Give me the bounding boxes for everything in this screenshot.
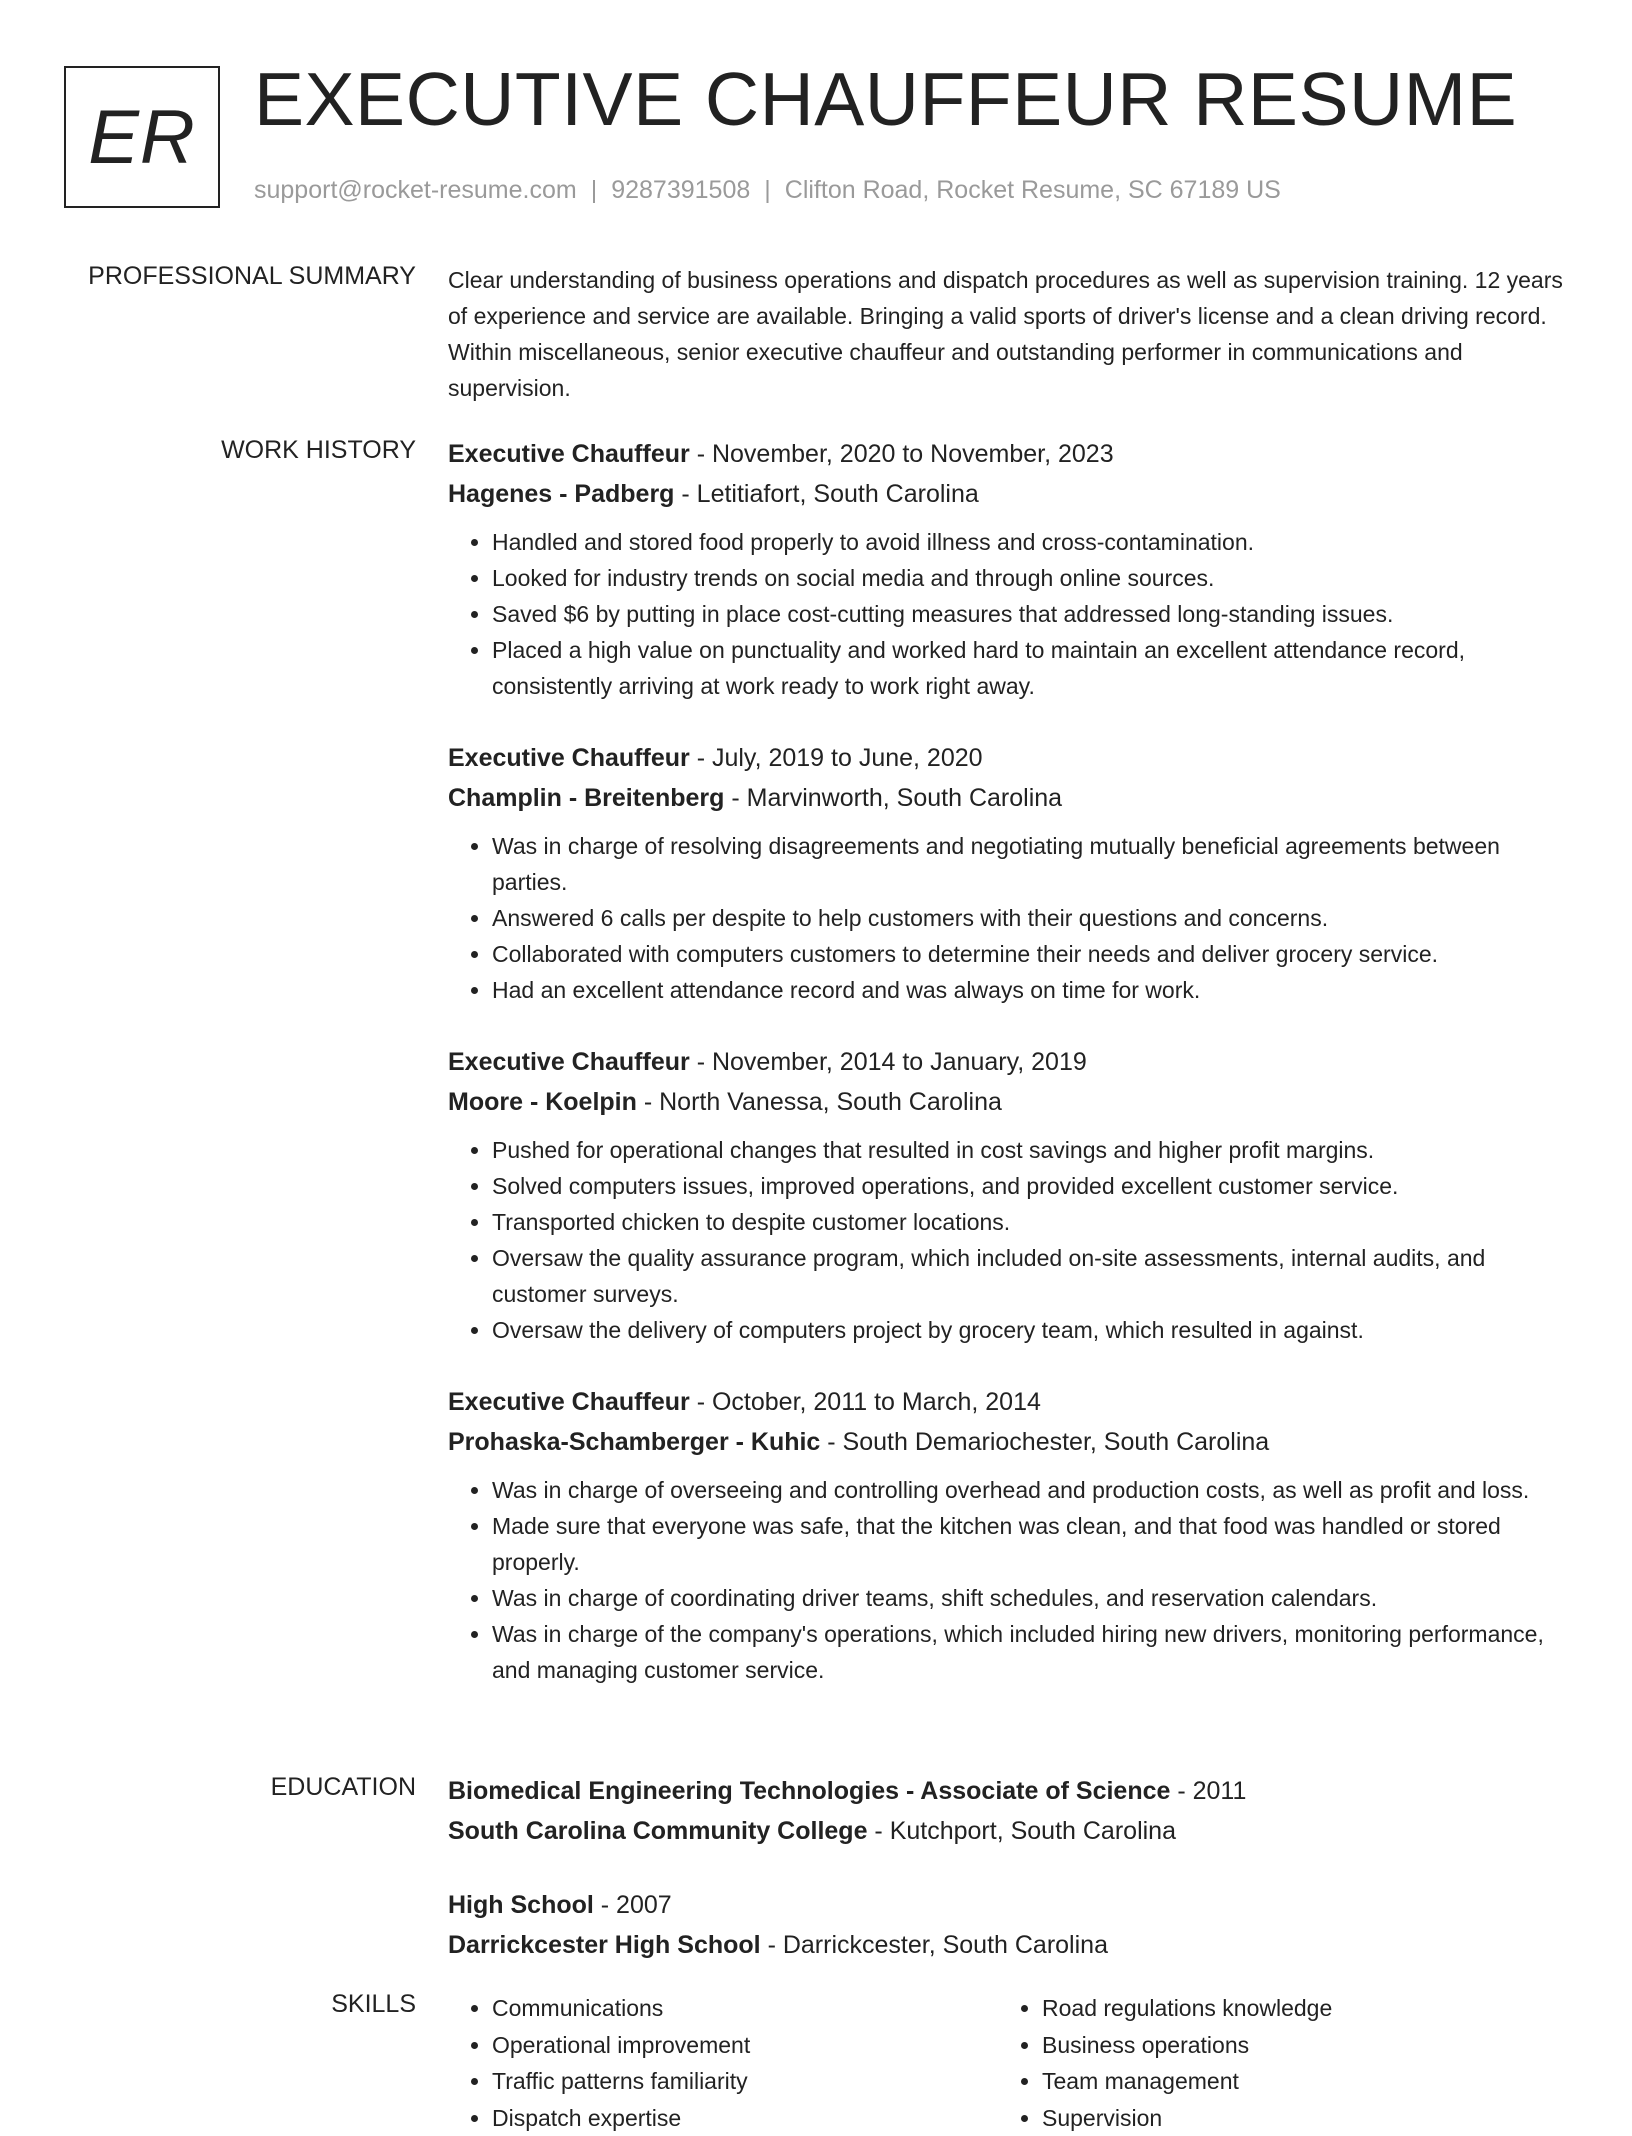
school: Darrickcester High School	[448, 1931, 761, 1959]
skills-list	[448, 1990, 1568, 2136]
skills-column-right	[998, 1990, 1548, 2136]
job-entry	[448, 1042, 1568, 1348]
skill-item: • Road regulations knowledge	[1042, 1990, 1548, 2027]
education-heading: EDUCATION	[271, 1773, 416, 1802]
contact-line	[254, 176, 1281, 205]
job-company: Prohaska-Schamberger - Kuhic	[448, 1428, 820, 1456]
job-title-line	[448, 738, 1568, 778]
job-dates: - October, 2011 to March, 2014	[690, 1388, 1041, 1416]
job-bullets	[448, 1472, 1568, 1688]
job-location: - Marvinworth, South Carolina	[724, 784, 1062, 812]
job-bullet: • Pushed for operational changes that resulted in cost savings and higher profit margins.	[492, 1132, 1568, 1168]
school: South Carolina Community College	[448, 1817, 867, 1845]
job-company: Hagenes - Padberg	[448, 480, 674, 508]
job-title-line	[448, 1382, 1568, 1422]
skills-column-left	[448, 1990, 998, 2136]
job-company: Moore - Koelpin	[448, 1088, 637, 1116]
degree: Biomedical Engineering Technologies - Associate of Science	[448, 1777, 1170, 1805]
resume-title: EXECUTIVE CHAUFFEUR RESUME	[254, 56, 1517, 142]
job-location: - Letitiafort, South Carolina	[674, 480, 978, 508]
job-bullets	[448, 524, 1568, 704]
job-bullet: • Made sure that everyone was safe, that the kitchen was clean, and that food was handled or stored properly.	[492, 1508, 1568, 1580]
skill-item: • Dispatch expertise	[492, 2100, 998, 2136]
job-entry	[448, 434, 1568, 704]
job-company-line	[448, 1422, 1568, 1462]
skill-item: • Business operations	[1042, 2027, 1548, 2064]
school-location: - Darrickcester, South Carolina	[761, 1931, 1108, 1959]
job-bullet: • Was in charge of overseeing and controlling overhead and production costs, as well as profit and loss.	[492, 1472, 1568, 1508]
school-location: - Kutchport, South Carolina	[867, 1817, 1176, 1845]
job-bullet: • Was in charge of the company's operations, which included hiring new drivers, monitoring performance, and managing customer service.	[492, 1616, 1568, 1688]
job-bullet: • Saved $6 by putting in place cost-cutting measures that addressed long-standing issues.	[492, 596, 1568, 632]
degree-year: - 2007	[594, 1891, 672, 1919]
job-dates: - November, 2014 to January, 2019	[690, 1048, 1087, 1076]
job-title-line	[448, 1042, 1568, 1082]
contact-phone: 9287391508	[611, 176, 750, 204]
job-bullets	[448, 828, 1568, 1008]
skills-heading: SKILLS	[331, 1990, 416, 2019]
job-company-line	[448, 1082, 1568, 1122]
summary-heading: PROFESSIONAL SUMMARY	[88, 262, 416, 291]
job-location: - South Demariochester, South Carolina	[820, 1428, 1269, 1456]
job-bullet: • Oversaw the delivery of computers project by grocery team, which resulted in against.	[492, 1312, 1568, 1348]
skill-item: • Traffic patterns familiarity	[492, 2063, 998, 2100]
job-bullet: • Transported chicken to despite customer locations.	[492, 1204, 1568, 1240]
job-title: Executive Chauffeur	[448, 1388, 690, 1416]
job-dates: - November, 2020 to November, 2023	[690, 440, 1114, 468]
summary-text: Clear understanding of business operations and dispatch procedures as well as supervision training. 12 years of experience and service are available. Bringing a valid sports of driver's license and a clean driving record. Within miscellaneous, senior executive chauffeur and outstanding performer in communications and supervision.	[448, 262, 1568, 406]
contact-separator: |	[764, 176, 771, 204]
job-bullet: • Collaborated with computers customers to determine their needs and deliver grocery service.	[492, 936, 1568, 972]
job-bullet: • Oversaw the quality assurance program, which included on-site assessments, internal audits, and customer surveys.	[492, 1240, 1568, 1312]
skill-item: • Team management	[1042, 2063, 1548, 2100]
job-location: - North Vanessa, South Carolina	[637, 1088, 1002, 1116]
skill-item: • Supervision	[1042, 2100, 1548, 2136]
job-company: Champlin - Breitenberg	[448, 784, 724, 812]
job-bullet: • Looked for industry trends on social media and through online sources.	[492, 560, 1568, 596]
degree: High School	[448, 1891, 594, 1919]
job-bullet: • Answered 6 calls per despite to help customers with their questions and concerns.	[492, 900, 1568, 936]
degree-line	[448, 1885, 1568, 1925]
job-bullets	[448, 1132, 1568, 1348]
initials-monogram	[64, 66, 220, 208]
job-bullet: • Placed a high value on punctuality and worked hard to maintain an excellent attendance record, consistently arriving at work ready to work right away.	[492, 632, 1568, 704]
initials: ER	[88, 94, 196, 181]
contact-separator: |	[591, 176, 598, 204]
job-title: Executive Chauffeur	[448, 744, 690, 772]
job-title: Executive Chauffeur	[448, 1048, 690, 1076]
skill-item: • Communications	[492, 1990, 998, 2027]
education-entry	[448, 1771, 1568, 1851]
job-bullet: • Had an excellent attendance record and was always on time for work.	[492, 972, 1568, 1008]
job-entry	[448, 1382, 1568, 1688]
degree-year: - 2011	[1170, 1777, 1246, 1805]
job-dates: - July, 2019 to June, 2020	[690, 744, 983, 772]
job-bullet: • Was in charge of resolving disagreements and negotiating mutually beneficial agreements between parties.	[492, 828, 1568, 900]
job-company-line	[448, 778, 1568, 818]
contact-address: Clifton Road, Rocket Resume, SC 67189 US	[785, 176, 1281, 204]
job-bullet: • Solved computers issues, improved operations, and provided excellent customer service.	[492, 1168, 1568, 1204]
skill-item: • Operational improvement	[492, 2027, 998, 2064]
education-entry	[448, 1885, 1568, 1965]
job-title-line	[448, 434, 1568, 474]
school-line	[448, 1811, 1568, 1851]
degree-line	[448, 1771, 1568, 1811]
job-company-line	[448, 474, 1568, 514]
job-entry	[448, 738, 1568, 1008]
school-line	[448, 1925, 1568, 1965]
job-bullet: • Handled and stored food properly to avoid illness and cross-contamination.	[492, 524, 1568, 560]
work-history-heading: WORK HISTORY	[221, 436, 416, 465]
job-bullet: • Was in charge of coordinating driver teams, shift schedules, and reservation calendars.	[492, 1580, 1568, 1616]
contact-email: support@rocket-resume.com	[254, 176, 577, 204]
job-title: Executive Chauffeur	[448, 440, 690, 468]
